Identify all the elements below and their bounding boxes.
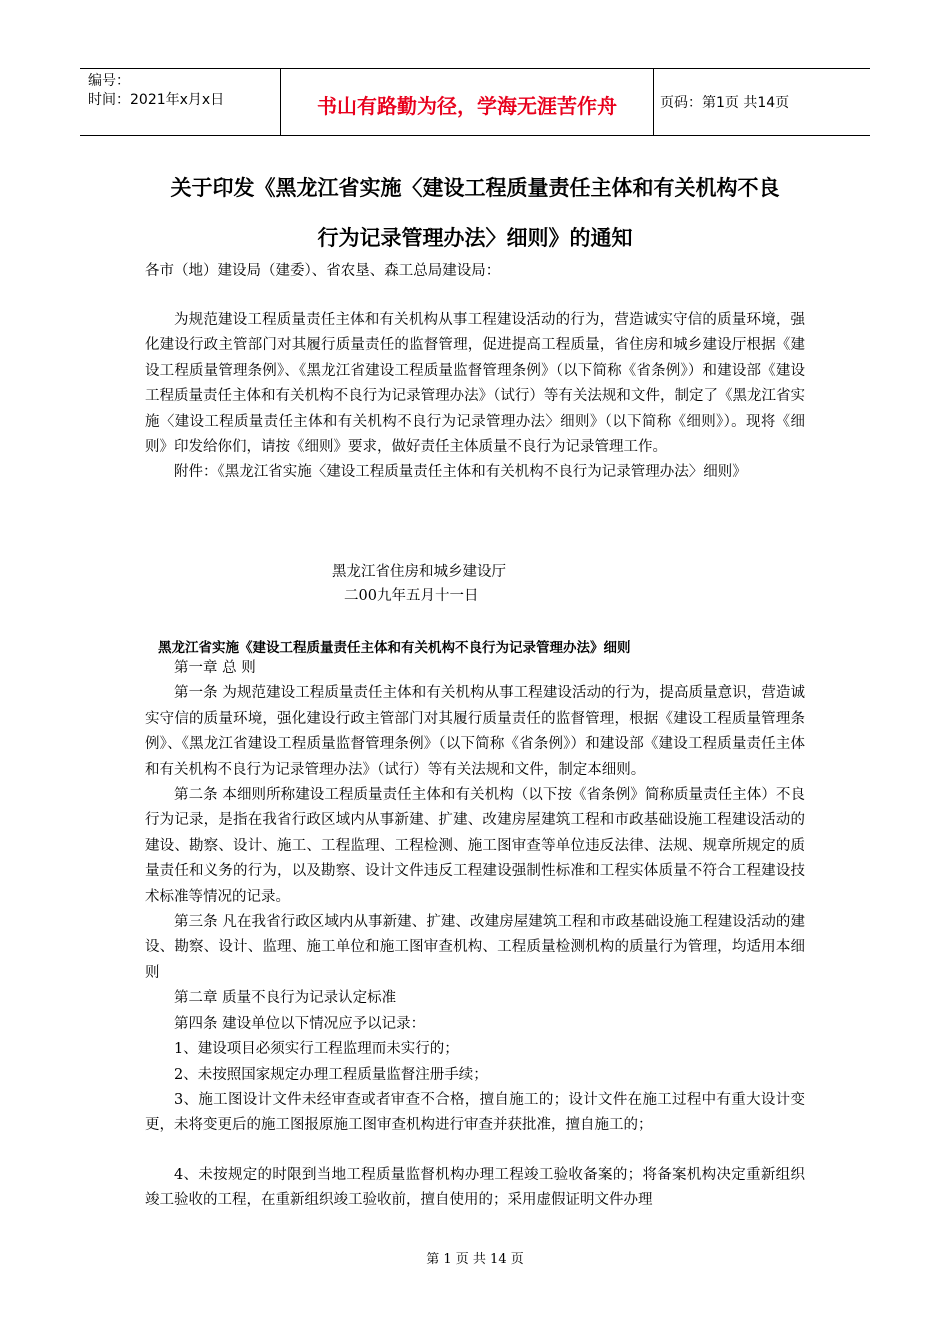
header-motto: 书山有路勤为径，学海无涯苦作舟 <box>280 69 654 135</box>
notice-date: 二00九年五月十一日 <box>344 588 479 604</box>
notice-addressee: 各市（地）建设局（建委）、省农垦、森工总局建设局： <box>145 263 501 279</box>
notice-title-line2: 行为记录管理办法〉细则》的通知 <box>317 226 633 250</box>
page-footer: 第 1 页 共 14 页 <box>426 1252 524 1267</box>
article-4-item-1: 1、建设项目必须实行工程监理而未实行的； <box>174 1041 459 1058</box>
chapter-1-heading: 第一章 总 则 <box>174 660 256 676</box>
article-3: 第三条 凡在我省行政区域内从事新建、扩建、改建房屋建筑工程和市政基础设施工程建设活动的建设、勘察、设计、监理、施工单位和施工图审查机构、工程质量检测机构的质量行为管理，均适用本细则 <box>145 914 805 981</box>
notice-title-line1: 关于印发《黑龙江省实施〈建设工程质量责任主体和有关机构不良 <box>170 176 780 200</box>
header-meta <box>80 69 280 135</box>
article-2: 第二条 本细则所称建设工程质量责任主体和有关机构（以下按《省条例》简称质量责任主体）不良行为记录，是指在我省行政区域内从事新建、扩建、改建房屋建筑工程和市政基础设施工程建设活动的建设、勘察、设计、施工、工程监理、工程检测、施工图审查等单位违反法律、法规、规章所规定的质量责任和义务的行为，以及勘察、设计文件违反工程建设强制性标准和工程实体质量不符合工程建设技术标准等情况的记录。 <box>145 787 805 905</box>
article-4-item-4: 4、未按规定的时限到当地工程质量监督机构办理工程竣工验收备案的；将备案机构决定重新组织竣工验收的工程，在重新组织竣工验收前，擅自使用的；采用虚假证明文件办理 <box>145 1166 805 1209</box>
header-page-info: 页码：第1页 共14页 <box>660 95 790 111</box>
page-header <box>80 68 870 136</box>
rules-title: 黑龙江省实施《建设工程质量责任主体和有关机构不良行为记录管理办法》细则 <box>158 640 631 656</box>
article-4: 第四条 建设单位以下情况应予以记录： <box>174 1015 426 1032</box>
article-1: 第一条 为规范建设工程质量责任主体和有关机构从事工程建设活动的行为，提高质量意识，营造诚实守信的质量环境，强化建设行政主管部门对其履行质量责任的监督管理，根据《建设工程质量管理条例》、《黑龙江省建设工程质量监督管理条例》（以下简称《省条例》）和建设部《建设工程质量责任主体和有关机构不良行为记录管理办法》（试行）等有关法规和文件，制定本细则。 <box>145 685 805 778</box>
notice-issuer: 黑龙江省住房和城乡建设厅 <box>332 564 506 580</box>
article-4-item-2: 2、未按照国家规定办理工程质量监督注册手续； <box>174 1066 488 1083</box>
time-label: 时间：2021年x月x日 <box>88 92 225 108</box>
notice-addressee-block <box>145 259 805 284</box>
notice-body-block <box>145 308 805 486</box>
notice-body: 为规范建设工程质量责任主体和有关机构从事工程建设活动的行为，营造诚实守信的质量环境，强化建设行政主管部门对其履行质量责任的监督管理，促进提高工程质量，省住房和城乡建设厅根据《建设工程质量管理条例》、《黑龙江省建设工程质量监督管理条例》（以下简称《省条例》）和建设部《建设工程质量责任主体和有关机构不良行为记录管理办法》（试行）等有关法规和文件，制定了《黑龙江省实施〈建设工程质量责任主体和有关机构不良行为记录管理办法〉细则》（以下简称《细则》）。现将《细则》印发给你们，请按《细则》要求，做好责任主体质量不良行为记录管理工作。 <box>145 312 805 456</box>
number-label: 编号： <box>88 73 130 89</box>
chapter-2-heading: 第二章 质量不良行为记录认定标准 <box>174 990 397 1007</box>
rules-body-block <box>145 656 805 1214</box>
article-4-item-3: 3、施工图设计文件未经审查或者审查不合格，擅自施工的；设计文件在施工过程中有重大设计变更，未将变更后的施工图报原施工图审查机构进行审查并获批准，擅自施工的； <box>145 1091 805 1134</box>
notice-attachment: 附件：《黑龙江省实施〈建设工程质量责任主体和有关机构不良行为记录管理办法〉细则》 <box>174 464 747 481</box>
